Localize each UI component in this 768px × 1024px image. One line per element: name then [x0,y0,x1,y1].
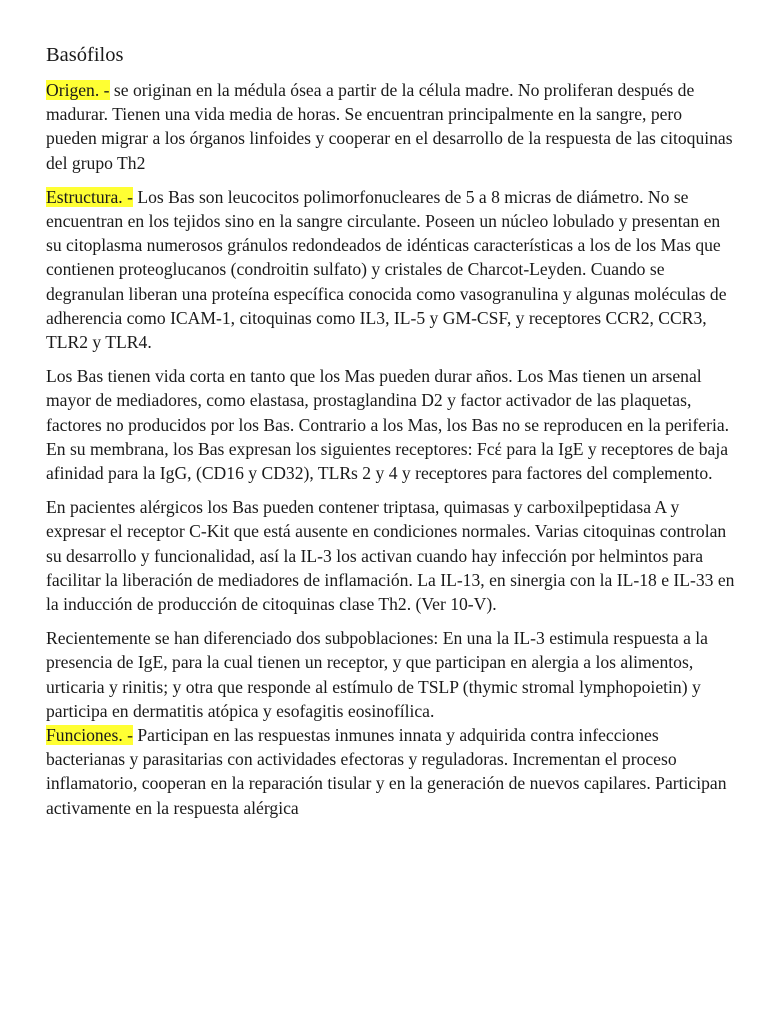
section-label-estructura: Estructura. - [46,186,133,207]
section-label-funciones: Funciones. - [46,725,133,746]
paragraph-text: En pacientes alérgicos los Bas pueden contener triptasa, quimasas y carboxilpeptidasa A y expresar el receptor C-Kit que está ausente en condiciones normales. Varias citoquinas controlan su desarrollo y funcionalidad, así la IL-3 los activan cuando hay infección por helmintos para facilitar la liberación de mediadores de inflamación. La IL-13, en sinergia con la IL-18 e IL-33 en la inducción de producción de citoquinas clase Th2. (Ver 10-V). [46,497,735,615]
paragraph-estructura [46,185,736,354]
paragraph-pacientes-alergicos [46,495,736,616]
paragraph-origen [46,78,736,175]
paragraph-text: Los Bas son leucocitos polimorfonucleares de 5 a 8 micras de diámetro. No se encuentran en los tejidos sino en la sangre circulante. Poseen un núcleo lobulado y presentan en su citoplasma numerosos gránulos redondeados de idénticas características a los de los Mas que contienen proteoglucanos (condroitin sulfato) y cristales de Charcot-Leyden. Cuando se degranulan liberan una proteína específica conocida como vasogranulina y algunas moléculas de adherencia como ICAM-1, citoquinas como IL3, IL-5 y GM-CSF, y receptores CCR2, CCR3, TLR2 y TLR4. [46,186,727,353]
paragraph-text: Recientemente se han diferenciado dos subpoblaciones: En una la IL-3 estimula respuesta a la presencia de IgE, para la cual tienen un receptor, y que participan en alergia a los alimentos, urticaria y rinitis; y otra que responde al estímulo de TSLP (thymic stromal lymphopoietin) y participa en dermatitis atópica y esofagitis eosinofílica. [46,628,708,721]
paragraph-text: se originan en la médula ósea a partir de la célula madre. No proliferan después de madurar. Tienen una vida media de horas. Se encuentran principalmente en la sangre, pero pueden migrar a los órganos linfoides y cooperar en el desarrollo de la respuesta de las citoquinas del grupo Th2 [46,80,733,173]
paragraph-subpoblaciones [46,626,736,723]
paragraph-funciones [46,723,736,820]
section-label-origen: Origen. - [46,80,110,100]
paragraph-text: Participan en las respuestas inmunes innata y adquirida contra infecciones bacterianas y parasitarias con actividades efectoras y reguladoras. Incrementan el proceso inflamatorio, cooperan en la reparación tisular y en la generación de nuevos capilares. Participan activamente en la respuesta alérgica [46,725,727,818]
paragraph-vida-corta [46,364,736,485]
paragraph-text: Los Bas tienen vida corta en tanto que los Mas pueden durar años. Los Mas tienen un arsenal mayor de mediadores, como elastasa, prostaglandina D2 y factor activador de las plaquetas, factores no producidos por los Bas. Contrario a los Mas, los Bas no se reproducen en la periferia. En su membrana, los Bas expresan los siguientes receptores: Fcέ para la IgE y receptores de baja afinidad para la IgG, (CD16 y CD32), TLRs 2 y 4 y receptores para factores del complemento. [46,366,730,484]
page-title: Basófilos [46,44,124,66]
document-page [46,42,736,830]
